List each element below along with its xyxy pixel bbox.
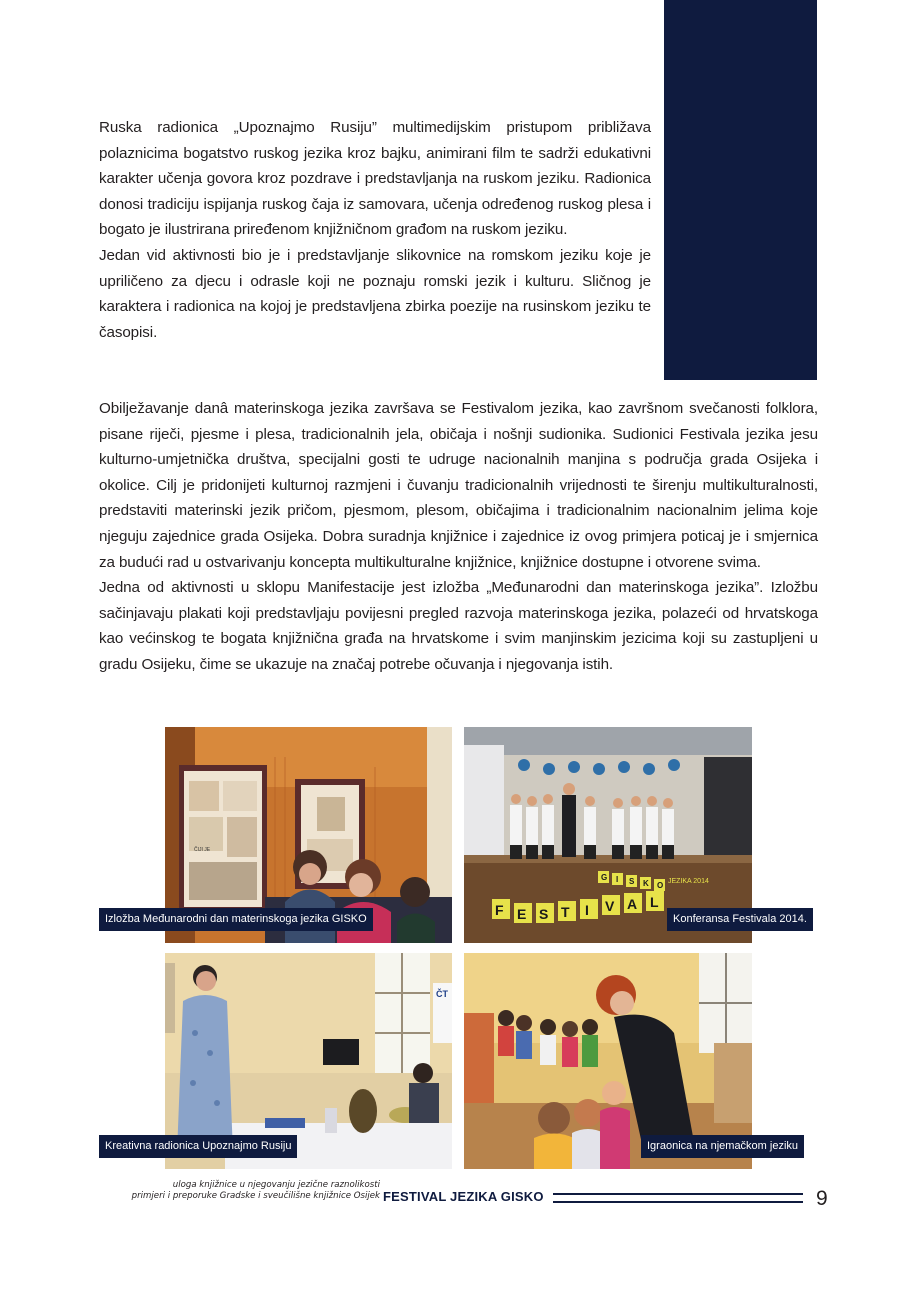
paragraph-exhibition: Jedna od aktivnosti u sklopu Manifestacije jest izložba „Međunarodni dan materinskoga jezika”. Izložbu sačinjavaju plakati koji predstavljaju povijesni pregled razvoja materinskoga jezika, polazeći od hrvatskoga kao većinskog te bogata knjižnična građa na hrvatskome i svim manjinskim jezicima koji su zastupljeni u gradu Osijeku, čime se ukazuje na značaj potrebe očuvanja i njegovanja istih. (99, 579, 818, 673)
caption-workshop: Kreativna radionica Upoznajmo Rusiju (99, 1135, 297, 1158)
svg-text:A: A (627, 896, 638, 912)
svg-text:T: T (561, 904, 570, 920)
svg-text:S: S (539, 906, 549, 922)
caption-conference: Konferansa Festivala 2014. (667, 908, 813, 931)
svg-text:V: V (605, 898, 615, 914)
svg-text:G: G (601, 873, 608, 882)
footer-subtitle-line1: uloga knjižnice u njegovanju jezične raznolikosti (172, 1180, 380, 1190)
svg-text:ČT: ČT (436, 989, 448, 999)
svg-text:O: O (657, 881, 664, 890)
paragraph-russian-workshop: Ruska radionica „Upoznajmo Rusiju” multimedijskim pristupom približava polaznicima bogatstvo ruskog jezika kroz bajku, animirani film te sadrži edukativni karakter učenja govora kroz pozdrave i predstavljanja na ruskom jeziku. Radionica donosi tradiciju ispijanja ruskog čaja iz samovara, učenja određenog ruskog plesa i bogato je ilustrirana priređenom knjižničnom građom na ruskom jeziku. (99, 119, 651, 239)
intro-text (99, 115, 651, 345)
paragraph-language-festival: Obilježavanje danâ materinskoga jezika završava se Festivalom jezika, kao završnom svečanosti folklora, pisane riječi, pjesme i plesa, tradicionalnih jela, običaja i nošnji sudionika. Sudionici Festivala jezika jesu kulturno-umjetnička društva, specijalni gosti te udruge nacionalnih manjina s područja grada Osijeka i okolice. Cilj je pridonijeti kulturnoj razmjeni i čuvanju tradicionalnih vrijednosti te širenju multikulturalnosti, predstaviti materinski jezik pričom, pjesmom, plesom, običajima i tradicionalnim nacionalnim jelima koje njeguju zajednice grada Osijeka. Dobra suradnja knjižnice i zajednice iz ovog primjera poticaj je i smjernica za budući rad u ostvarivanju koncepta multikulturalne knjižnice, knjižnice dostupne i otvorene svima. (99, 400, 818, 571)
decorative-navy-block (664, 0, 817, 380)
footer-rule-bottom (553, 1201, 803, 1203)
page-number: 9 (816, 1187, 828, 1210)
svg-text:I: I (585, 902, 589, 918)
caption-playroom: Igraonica na njemačkom jeziku (641, 1135, 804, 1158)
footer-subtitle (110, 1180, 380, 1201)
svg-text:S: S (629, 877, 635, 886)
svg-text:F: F (495, 902, 504, 918)
svg-text:I: I (616, 875, 619, 884)
svg-text:K: K (643, 879, 649, 888)
svg-text:ČIJI JE: ČIJI JE (194, 847, 211, 853)
caption-exhibition: Izložba Međunarodni dan materinskoga jezika GISKO (99, 908, 373, 931)
paragraph-romani-picture-book: Jedan vid aktivnosti bio je i predstavljanje slikovnice na romskom jeziku koje je upriličeno za djecu i odrasle koji ne poznaju romski jezik i kulturu. Sličnog je karaktera i radionica na kojoj je predstavljena zbirka poezije na rusinskom jeziku te časopisi. (99, 246, 651, 341)
footer-subtitle-line2: primjeri i preporuke Gradske i sveučilišne knjižnice Osijek (131, 1190, 380, 1201)
svg-text:JEZIKA 2014: JEZIKA 2014 (668, 878, 709, 885)
svg-text:E: E (517, 906, 527, 922)
svg-text:L: L (650, 894, 659, 910)
main-text (99, 396, 818, 678)
footer-rule-top (553, 1193, 803, 1195)
footer-title: FESTIVAL JEZIKA GISKO (383, 1189, 544, 1204)
